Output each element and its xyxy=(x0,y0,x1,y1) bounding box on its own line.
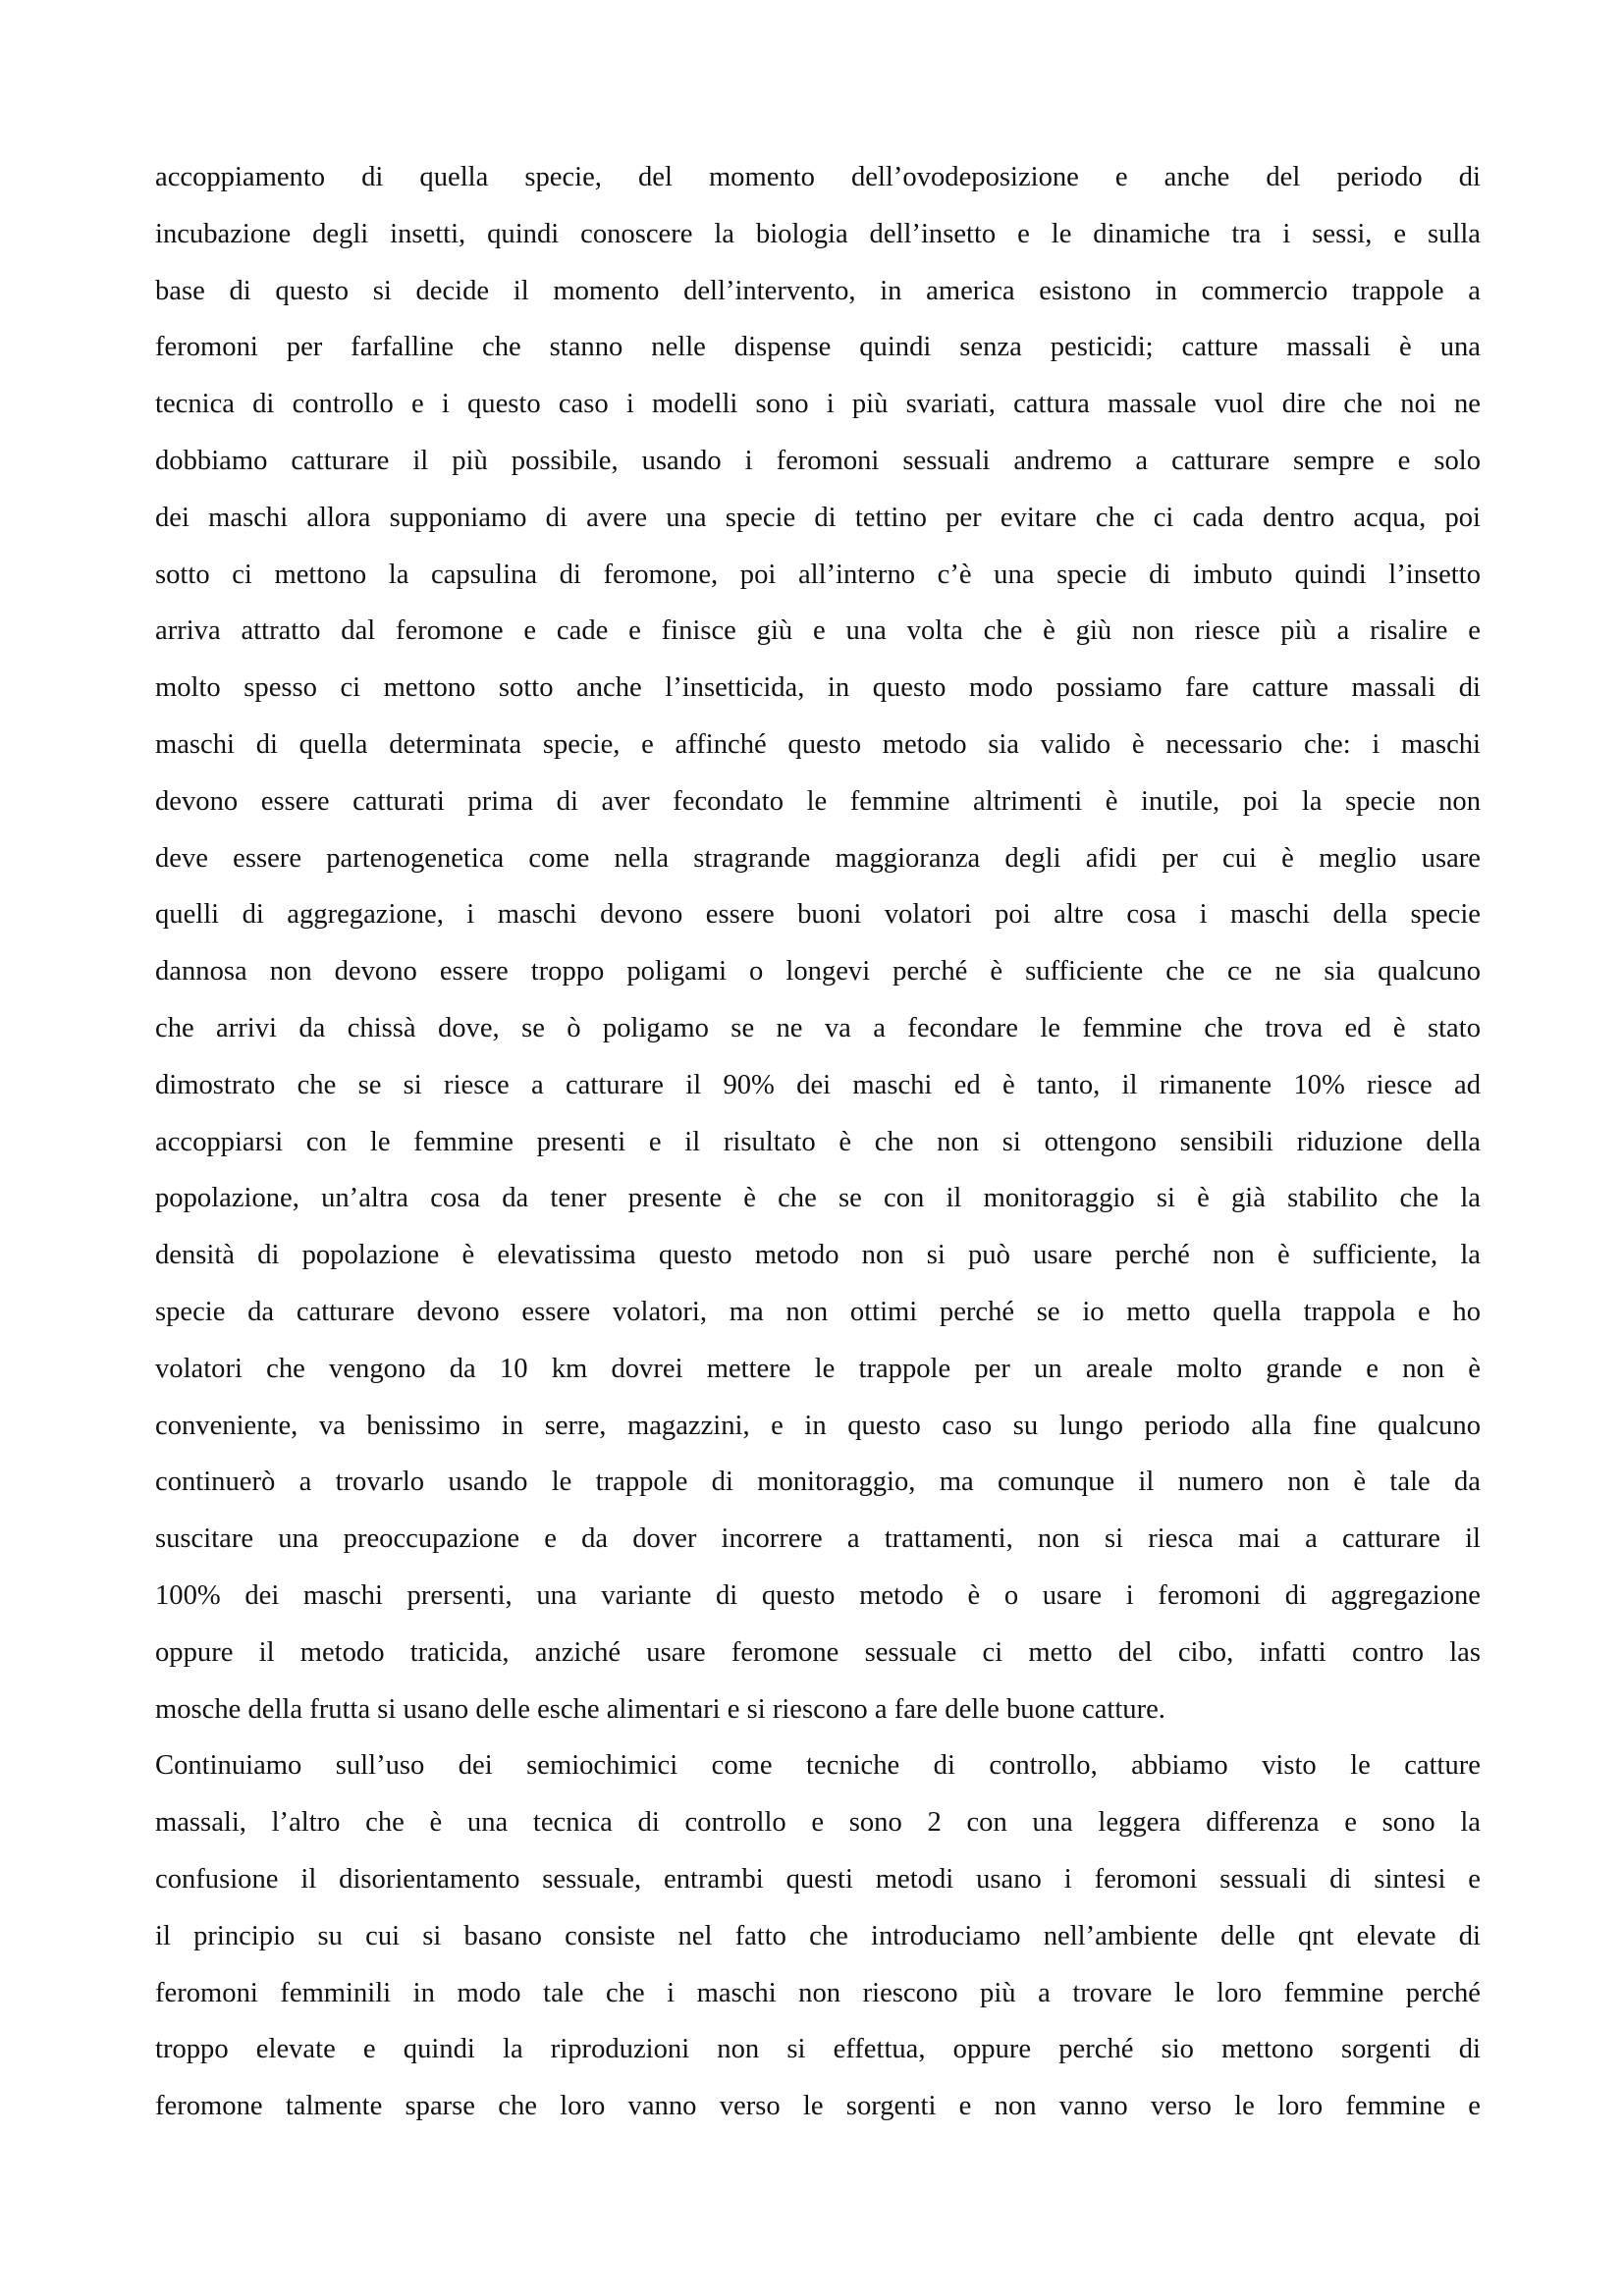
text-line: massali, l’altro che è una tecnica di controllo e sono 2 con una leggera differenza e sono la xyxy=(155,1807,1481,1839)
text-line: popolazione, un’altra cosa da tener presente è che se con il monitoraggio si è già stabilito che la xyxy=(155,1183,1481,1214)
text-line: deve essere partenogenetica come nella stragrande maggioranza degli afidi per cui è meglio usare xyxy=(155,842,1481,874)
text-line: maschi di quella determinata specie, e affinché questo metodo sia valido è necessario che: i maschi xyxy=(155,728,1481,760)
text-line: continuerò a trovarlo usando le trappole di monitoraggio, ma comunque il numero non è tale da xyxy=(155,1467,1481,1498)
text-line: dobbiamo catturare il più possibile, usando i feromoni sessuali andremo a catturare sempre e solo xyxy=(155,445,1481,476)
text-line: accoppiamento di quella specie, del momento dell’ovodeposizione e anche del periodo di xyxy=(155,162,1481,192)
text-line: oppure il metodo traticida, anziché usare feromone sessuale ci metto del cibo, infatti contro las xyxy=(155,1636,1481,1668)
text-line: conveniente, va benissimo in serre, magazzini, e in questo caso su lungo periodo alla fine qualcuno xyxy=(155,1410,1481,1441)
body-text xyxy=(155,149,1481,2135)
text-line: suscitare una preoccupazione e da dover incorrere a trattamenti, non si riesca mai a catturare il xyxy=(155,1523,1481,1555)
text-line: devono essere catturati prima di aver fecondato le femmine altrimenti è inutile, poi la specie non xyxy=(155,785,1481,817)
text-line: molto spesso ci mettono sotto anche l’insetticida, in questo modo possiamo fare catture massali di xyxy=(155,672,1481,704)
text-line: il principio su cui si basano consiste nel fatto che introduciamo nell’ambiente delle qnt elevate di xyxy=(155,1920,1481,1951)
text-line: arriva attratto dal feromone e cade e finisce giù e una volta che è giù non riesce più a risalire e xyxy=(155,615,1481,647)
text-line: base di questo si decide il momento dell’intervento, in america esistono in commercio trappole a xyxy=(155,275,1481,306)
text-line: dei maschi allora supponiamo di avere una specie di tettino per evitare che ci cada dentro acqua, poi xyxy=(155,502,1481,533)
text-line: che arrivi da chissà dove, se ò poligamo se ne va a fecondare le femmine che trova ed è stato xyxy=(155,1012,1481,1043)
text-line: confusione il disorientamento sessuale, entrambi questi metodi usano i feromoni sessuali di sintesi e xyxy=(155,1863,1481,1895)
text-line: dimostrato che se si riesce a catturare il 90% dei maschi ed è tanto, il rimanente 10% riesce ad xyxy=(155,1069,1481,1100)
text-line: mosche della frutta si usano delle esche alimentari e si riescono a fare delle buone catture. xyxy=(155,1693,1165,1725)
text-line: 100% dei maschi prersenti, una variante di questo metodo è o usare i feromoni di aggregazione xyxy=(155,1579,1481,1611)
text-line: densità di popolazione è elevatissima questo metodo non si può usare perché non è sufficiente, la xyxy=(155,1240,1481,1271)
text-line: troppo elevate e quindi la riproduzioni non si effettua, oppure perché sio mettono sorgenti di xyxy=(155,2034,1481,2065)
text-line: sotto ci mettono la capsulina di feromone, poi all’interno c’è una specie di imbuto quindi l’insetto xyxy=(155,559,1481,590)
text-line: specie da catturare devono essere volatori, ma non ottimi perché se io metto quella trappola e ho xyxy=(155,1296,1481,1327)
text-line: quelli di aggregazione, i maschi devono essere buoni volatori poi altre cosa i maschi della specie xyxy=(155,899,1481,931)
text-line: feromoni femminili in modo tale che i maschi non riescono più a trovare le loro femmine perché xyxy=(155,1977,1481,2008)
text-line: tecnica di controllo e i questo caso i modelli sono i più svariati, cattura massale vuol dire che noi ne xyxy=(155,389,1481,420)
text-line: feromone talmente sparse che loro vanno verso le sorgenti e non vanno verso le loro femmine e xyxy=(155,2091,1481,2122)
text-line: feromoni per farfalline che stanno nelle dispense quindi senza pesticidi; catture massali è una xyxy=(155,332,1481,363)
text-line: volatori che vengono da 10 km dovrei mettere le trappole per un areale molto grande e non è xyxy=(155,1353,1481,1384)
text-line: incubazione degli insetti, quindi conoscere la biologia dell’insetto e le dinamiche tra i sessi, e sulla xyxy=(155,218,1481,249)
text-line: dannosa non devono essere troppo poligami o longevi perché è sufficiente che ce ne sia qualcuno xyxy=(155,956,1481,988)
text-line: Continuiamo sull’uso dei semiochimici come tecniche di controllo, abbiamo visto le catture xyxy=(155,1750,1481,1782)
text-line: accoppiarsi con le femmine presenti e il risultato è che non si ottengono sensibili riduzione della xyxy=(155,1126,1481,1157)
